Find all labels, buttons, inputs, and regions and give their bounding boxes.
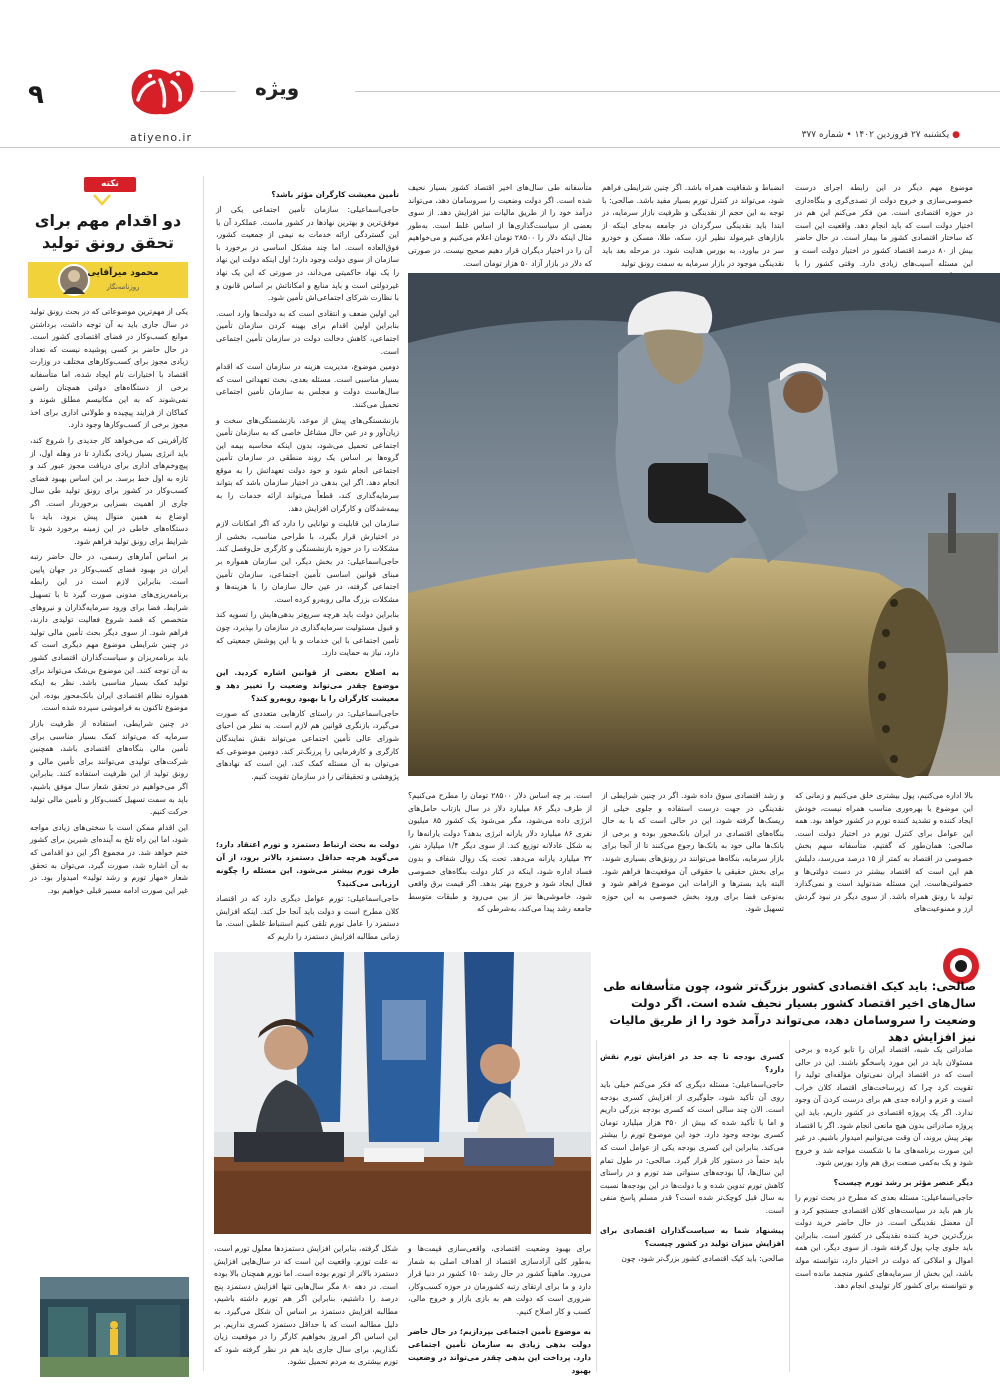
- bullet-icon: ●: [952, 130, 960, 140]
- paragraph: برای بهبود وضعیت اقتصادی، واقعی‌سازی قیمت‌ها و به‌طور کلی آزادسازی اقتصاد از اهداف اصلی به شمار می‌رود. ماهیتاً کشور در حال رشد ۱۵۰ کشور در دنیا قرار دارد و ما برای ارتقای رتبه کشورمان در حوزه کسب‌وکار، ضروری است که دولت هم به بازی بازار و خروج مالی، کسب و کار اصلاح کنیم.: [408, 1244, 591, 1316]
- intro-column-3: [408, 182, 592, 272]
- author-name: محمود میرآقایی: [87, 268, 159, 278]
- bottom-column-3: [408, 1243, 591, 1373]
- intro-column-2: [602, 182, 784, 272]
- bottom-mid-column: [600, 1044, 784, 1374]
- sidebar-body: [30, 306, 188, 1272]
- note-tag: نکته: [84, 177, 136, 192]
- paragraph: صالحی: باید کیک اقتصادی کشور بزرگ‌تر شود، چون: [621, 1253, 784, 1263]
- question-heading: دولت به بحث ارتباط دستمزد و تورم اعتقاد دارد؛ می‌گوید هرچه حداقل دستمزد بالاتر برود، از آن طرف تورم بیشتر می‌شود. این مسئله را چگونه ارزیابی می‌کنید؟: [216, 840, 399, 888]
- lower-column-2: [602, 790, 784, 936]
- question-heading: پیشنهاد شما به سیاست‌گذاران اقتصادی برای افزایش میزان تولید در کشور چیست؟: [600, 1225, 784, 1248]
- paragraph: سازمان این قابلیت و توانایی را دارد که اگر امکانات لازم در اختیارش قرار بگیرد، با طراحی مناسب، بخشی از مشکلات را در حوزه بازنشستگی و کارگری حل‌وفصل کند. حاجی‌اسماعیلی: در بخش دیگر، این سازمان همواره بر مبنای قوانین اساسی تأمین اجتماعی، سازمان تأمین اجتماعی گرفته، در عین حال سازمان را با هزینه‌ها و مشکلات بزرگ مالی روبه‌رو کرده است.: [216, 519, 399, 604]
- welfare-column-a: [216, 182, 399, 872]
- question-heading: کسری بودجه تا چه حد در افزایش تورم نقش دارد؟: [600, 1052, 784, 1074]
- workers-pipe-photo: [408, 273, 1000, 776]
- paragraph: بر اساس آمارهای رسمی، در حال حاضر رتبه ایران در بهبود فضای کسب‌وکار در جهان پایین است. بنابراین لازم است در این رابطه برنامه‌ریزی‌های مدونی صورت گیرد تا با تسهیل شرایط، فضا برای ورود سرمایه‌گذاران و نیروهای متخصص که قصد شروع فعالیت تولیدی دارند، فراهم شود. از سوی دیگر بحث تأمین مالی تولید در چنین شرایطی موضوع مهم دیگری است که باید برنامه‌ریزان و سیاست‌گذاران اقتصادی کشور به آن توجه کنند. این موضوع بی‌شک می‌تواند برای تولید کمک بسیار مناسبی باشد. نظر به اینکه همواره نظام اقتصادی ایران بانک‌محور بوده، این موضوع تاکنون به فراموشی سپرده شده است.: [30, 552, 188, 713]
- section-title: ویژه: [255, 76, 300, 100]
- atiyeno-logo: [120, 60, 200, 124]
- paragraph: یکی از مهم‌ترین موضوعاتی که در بحث رونق تولید در سال جاری باید به آن توجه داشت، برداشتن موانع کسب‌وکار در فضای اقتصادی کشور است. در حال حاضر بر کسی پوشیده نیست که تعداد زیادی مجوز برای کسب‌وکارهای مختلف در وزارت اقتصاد با اختیارات تام ایجاد شده، اما متأسفانه برخی از دستگاه‌های دولتی همچنان راضی نمی‌شوند که به این مکانیسم مطلق شوند و کماکان از فرایند پیچیده و طولانی اداری برای اخذ مجوز برخی از کسب‌وکارها وجود دارد.: [30, 307, 188, 430]
- paragraph: بالا اداره می‌کنیم، پول بیشتری خلق می‌کنیم و زمانی که این موضوع با بهره‌وری مناسب همراه نیست، خودش ایجاد کننده و تشدید کننده تورم در کشور خواهد بود. همه این عوامل برای کنترل تورم در اختیار دولت است. صالحی: همان‌طور که گفتیم، متأسفانه سهم بخش خصوصی در اقتصاد به کمتر از ۱۵ درصد می‌رسد، دلیلش هم این است که اقتصاد بیشتر در دست دولتی‌ها و خصولتی‌هاست. این مسئله ضدتولید است و نمی‌گذارد تولید با رونق همراه باشد. از سوی دیگر در نبود گردش ارز و ممنوعیت‌های: [795, 791, 973, 914]
- factory-photo: [40, 1277, 189, 1377]
- lower-column-3: [408, 790, 592, 936]
- paragraph: حاجی‌اسماعیلی: در راستای کارهایی متعددی که صورت می‌گیرد، بازنگری قوانین هم لازم است. به نظر من احیای شورای عالی تأمین اجتماعی می‌تواند نقش نمایندگان کارگری و کارفرمایی را پررنگ‌تر کند. دومین موضوعی که می‌توان به آن مسئله کمک کند، این است که نهادهای پژوهشی و تحقیقاتی را در سازمان تقویت کنیم.: [216, 708, 399, 781]
- paragraph: در چنین شرایطی، استفاده از ظرفیت بازار سرمایه که می‌تواند کمک بسیار مناسبی برای تأمین مالی بنگاه‌های اقتصادی باشد، همچنین شرکت‌های تولیدی می‌توانند برای تأمین مالی و رونق تولید از این ظرفیت استفاده کنند. بنابراین اگر می‌خواهیم در تحقق شعار سال موفق باشیم، باید به سمت تسهیل کسب‌وکار و تأمین مالی تولید حرکت کنیم.: [30, 719, 188, 817]
- bottom-column-4: [214, 1243, 398, 1373]
- site-url[interactable]: atiyeno.ir: [130, 131, 192, 144]
- page-number: ۹: [28, 80, 44, 110]
- paragraph: کارآفرینی که می‌خواهد کار جدیدی را شروع کند، باید انرژی بسیار زیادی بگذارد تا در وهله اول، از پیچ‌وخم‌های اداری برای دریافت مجوز عبور کند و تازه به اول خط برسد. بر این اساس بهبود فضای کسب‌وکار در کشور برای رونق تولید طی سال جاری از اهمیت بسزایی برخوردار است. اگر اوضاع به همین منوال پیش برود، باید با دستگاه‌های خاطی در این زمینه برخورد شود تا شرایط برای رونق تولید فراهم شود.: [30, 435, 188, 546]
- column-rule: [596, 1040, 597, 1372]
- question-heading: به موضوع تأمین اجتماعی بپردازیم؛ در حال حاضر دولت بدهی زیادی به سازمان تأمین اجتماعی دارد. پرداخت این بدهی چقدر می‌تواند در وضعیت بهبود: [408, 1326, 591, 1375]
- paragraph: حاجی‌اسماعیلی: مسئله دیگری که فکر می‌کنم خیلی باید روی آن تأکید شود، جلوگیری از افزایش کسری بودجه است. الان چند سالی است که کسری بودجه بزرگی داریم و اما با تأکید شده که بیش از ۳۵۰ هزار میلیارد تومان کسری بودجه وجود دارد. خود این موضوع تورم را بیشتر می‌کند. بنابراین این کسری بودجه یکی از عوامل است که باید حتماً در دستور کار قرار گیرد. صالحی: در طول تمام این سال‌ها، آیا بودجه‌های سنواتی ضد تورم و در راستای کاهش تورم تدوین شده و با دولت‌ها در این بودجه‌ها نسبت به سال قبل کوچک‌تر شده است؟ قدر مسلم پاسخ منفی است.: [600, 1080, 785, 1215]
- paragraph: و رشد اقتصادی سوق داده شود. اگر در چنین شرایطی از نقدینگی در جهت درست استفاده و جلوی خیلی از ریسک‌ها گرفته شود، این در حالی است که با به حال بنگاه‌های اقتصادی در ایران بانک‌محور بوده و برخی از بانک‌ها مالی خود به بانک‌ها رجوع می‌کنند تا از آنجا برای بازار سرمایه، بنگاه‌ها می‌توانند در رونق‌های بسیاری شوند، برای بخش حقیقی یا حقوقی آن موقعیت‌ها فراهم شود. البته باید بستر‌ها و الزامات این موضوع فراهم شود و به‌نوعی فضا برای ورود بخش خصوصی به این حوزه تسهیل شود.: [602, 791, 784, 914]
- paragraph: صادراتی یک شبه، اقتصاد ایران را تابو کرده و برخی مسئولان باید در این مورد پاسخگو باشند. این در حالی است که در اقتصاد ایران نمی‌توان مؤلفه‌ای تولید را تقویت کرد چرا که زیرساخت‌های اقتصاد کلان خراب است و عزم و اراده جدی هم برای درست کردن آن وجود ندارد. اگر یک پروژه اقتصادی در کشور داریم، باید این پروژه صادراتی بدون هیچ مانعی انجام شود. اگر با اقتصاد بهتر پیش بروند، آن وقت می‌توانیم امیدوار باشیم. در غیر این صورت برنامه‌های ما با شکست مواجه شد و خروج شود و یک به‌کمی صنعت برق هم وارد بورس شود.: [795, 1045, 973, 1168]
- paragraph: حاجی‌اسماعیلی: سازمان تأمین اجتماعی یکی از موفق‌ترین و بهترین نهادها در کشور ماست. عملکرد آن با این گستردگی ارائه خدمات به نیمی از جمعیت کشور، فوق‌العاده است. اما چند مشکل اساسی در برخورد با سازمان از سوی دولت وجود دارد؛ اول اینکه دولت این نهاد را یک نهاد حاکمیتی می‌داند، در صورتی که این یک نهاد غیردولتی است و باید منابع و امکاناتش بر اساس قانون و با نظارت شرکای اجتماعی‌اش تأمین شود.: [216, 205, 399, 303]
- paragraph: شکل گرفته، بنابراین افزایش دستمزدها معلول تورم است، نه علت تورم. واقعیت این است که در سال‌هایی افزایش دستمزد بالاتر از تورم بوده است. اما تورم همچنان بالا بوده است. در دهه ۸۰ مگر سال‌هایی تنها افزایش دستمزد پنج درصد را داشتیم، بنابراین اگر هم تورم داشته باشیم، مطالبه افزایش دستمزد بر اساس آن شکل می‌گیرد. به دلیل مطالبه است که با حداقل دستمزد کسری نداریم. بر این اساس اگر امروز بخواهیم کارگر را در موقعیت زیان نگذاریم، برای سال جاری باید هم در نظر گرفته شود که تورم بیشتری به مردم تحمیل نشود.: [214, 1244, 398, 1367]
- paragraph: انضباط و شفافیت همراه باشد. اگر چنین شرایطی فراهم شود، می‌تواند در کنترل تورم بسیار مفید باشد. صالحی: با توجه به این حجم از نقدینگی و ظرفیت بازار سرمایه، در ابتدا باید نقدینگی سرگردان در جامعه به‌جای اینکه از بازارهای غیرمولد نظیر ارز، سکه، طلا، مسکن و خودرو سر در بیاورد، به بورس هدایت شود. در مرحله بعد باید نقدینگی موجود در بازار سرمایه به سمت رونق تولید: [602, 183, 784, 268]
- lower-column-1: [795, 790, 973, 936]
- intro-column-1: [795, 182, 973, 272]
- pull-quote: صالحی: باید کیک اقتصادی کشور بزرگ‌تر شود، چون متأسفانه طی سال‌های اخیر اقتصاد کشور بسیار نحیف شده است. اگر دولت وضعیت را سروسامان دهد، می‌تواند درآمد خود را از طریق مالیات نیز افزایش دهد: [603, 979, 976, 1044]
- paragraph: حاجی‌اسماعیلی: تورم عوامل دیگری دارد که در اقتصاد کلان مطرح است و دولت باید آنجا حل کند. اینکه افزایش دستمزد را عامل تورم تلقی کنیم استنباط غلطی است. ما زمانی مطالبه افزایش دستمزد را داریم که: [216, 894, 399, 941]
- paragraph: بنابراین دولت باید هرچه سریع‌تر بدهی‌هایش را تسویه کند و قبول مسئولیت سرمایه‌گذاری در سازمان را بپذیرد، چون تأمین اجتماعی با این خدمات و با این پوشش جمعیتی که دارد، نیاز به حمایت دارد.: [216, 610, 399, 658]
- paragraph: این اولین ضعف و انتقادی است که به دولت‌ها وارد است. بنابراین اولین اقدام برای بهینه کردن سازمان تأمین اجتماعی، کاهش دخالت دولت در سازمان تأمین اجتماعی است.: [216, 308, 399, 356]
- sidebar-title: دو اقدام مهم برای تحقق رونق تولید: [34, 211, 182, 252]
- interview-photo: [214, 952, 591, 1234]
- welfare-column-b: [216, 832, 399, 944]
- column-rule: [203, 176, 204, 1371]
- bottom-right-column: [795, 1044, 973, 1374]
- paragraph: دومین موضوع، مدیریت هزینه در سازمان است که اقدام بسیار مناسبی است. مسئله بعدی، بحث تعهداتی است که سال‌هاست دولت و مجلس به سازمان تأمین اجتماعی تحمیل می‌کنند.: [216, 362, 399, 409]
- paragraph: متأسفانه طی سال‌های اخیر اقتصاد کشور بسیار نحیف شده است. اگر دولت وضعیت را سروسامان دهد، می‌تواند درآمد خود را از طریق مالیات نیز افزایش دهد. از سوی بعضی از سیاست‌گذاری‌ها از اساس غلط است. به‌طور مثال اینکه دلار را ۲۸۵۰۰ تومان اعلام می‌کنیم و می‌خواهیم آن را در اختیار دیگران قرار دهیم صحیح نیست. در صورتی که دلار در بازار آزاد ۵۰ هزار تومان است.: [408, 183, 592, 268]
- question-heading: تأمین معیشت کارگران مؤثر باشد؟: [271, 190, 399, 199]
- paragraph: است. بر چه اساس دلار ۲۸۵۰۰ تومان را مطرح می‌کنیم؟ از طرف دیگر ۸۶ میلیارد دلار در سال بازتاب حامل‌های انرژی داده می‌شود، مگر می‌شود یک کشور ۸۵ میلیون نفری ۸۶ میلیارد دلار یارانه انرژی بدهد؟ دولت یارانه‌ها را به شکل عادلانه توزیع کند. از سوی دیگر ۱/۴ میلیارد نفر، ۳۲ میلیارد یارانه می‌دهد. تحت یک روال شفاف و بدون فساد اداره شود، اینکه در کنار دولت بنگاه‌های خصوصی فعال ایجاد شود و خروج بهتر بدهد. اگر قیمت برق واقعی شود، خاموشی‌ها نیز از بین می‌رود و طبقات متوسط جامعه رشد پیدا می‌کند، به‌شرطی که: [408, 791, 593, 914]
- paragraph: موضوع مهم دیگر در این رابطه اجرای درست خصوصی‌سازی و خروج دولت از تصدی‌گری و بنگاه‌داری در حوزه اقتصادی است. من فکر می‌کنم این هم در اختیار دولت است که باید انجام دهد. واقعیت این است که ساختار اقتصادی کشور ما بیمار است. در حال حاضر بیش از ۸۰ درصد اقتصاد کشور در اختیار دولت است و این مسئله آسیب‌های زیادی دارد. وقتی کشور را با: [795, 183, 973, 268]
- paragraph: حاجی‌اسماعیلی: مسئله بعدی که مطرح در بحث تورم را باز هم باید در سیاست‌های کلان اقتصادی جستجو کرد و آن معضل نقدینگی است. در حال حاضر خرید دولت بزرگ‌ترین خرید کننده نقدینگی در کشور است. بنابراین باید جلوی چاپ پول گرفته شود. از سوی دیگر، این همه اموال و املاکی که دولت در اختیار دارد، نتوانسته مولد باشد، این بخش از سرمایه‌های کشور منجمد مانده است و نتوانسته برای کشور کار تولیدی انجام دهد.: [795, 1192, 973, 1291]
- author-role: روزنامه‌نگار: [106, 283, 140, 291]
- question-heading: به اصلاح بعضی از قوانین اشاره کردید. این موضوع چقدر می‌تواند وضعیت را تغییر دهد و معیشت کارگران را با بهبود روبه‌رو کند؟: [216, 667, 399, 703]
- chevron-down-icon: [92, 194, 112, 206]
- paragraph: بازنشستگی‌های پیش از موعد، بازنشستگی‌های سخت و زیان‌آور و در عین حال مشاغل خاصی که به سازمان تأمین اجتماعی تحمیل می‌شود، بدون اینکه محاسبه بیمه این گروه‌ها بر اساس یک روند منطقی در سازمان تأمین اجتماعی انجام شود و خود دولت تعهداتش را به موقع انجام دهد. اگر این بدهی در اختیار سازمان باشد که بتواند سرمایه‌گذاری کند، قطعاً می‌تواند ارائه خدمات را به بیمه‌شدگان و کارگران افزایش دهد.: [216, 415, 399, 513]
- column-rule: [789, 1040, 790, 1372]
- dateline: [802, 130, 960, 140]
- paragraph: این اقدام ممکن است با سختی‌های زیادی مواجه شود، اما این راه تلخ به آینده‌ای شیرین برای کشور ختم خواهد شد. در مجموع اگر این دو اقدامی که به آن اشاره شد، صورت گیرد، می‌توان به تحقق شعار «مهار تورم و رشد تولید» امیدوار بود. در غیر این صورت ادامه مسیر قبلی خواهیم بود.: [30, 822, 188, 895]
- dateline-text: یکشنبه ۲۷ فروردین ۱۴۰۲ • شماره ۳۷۷: [801, 130, 950, 140]
- question-heading: دیگر عنصر مؤثر بر رشد تورم چیست؟: [833, 1177, 973, 1187]
